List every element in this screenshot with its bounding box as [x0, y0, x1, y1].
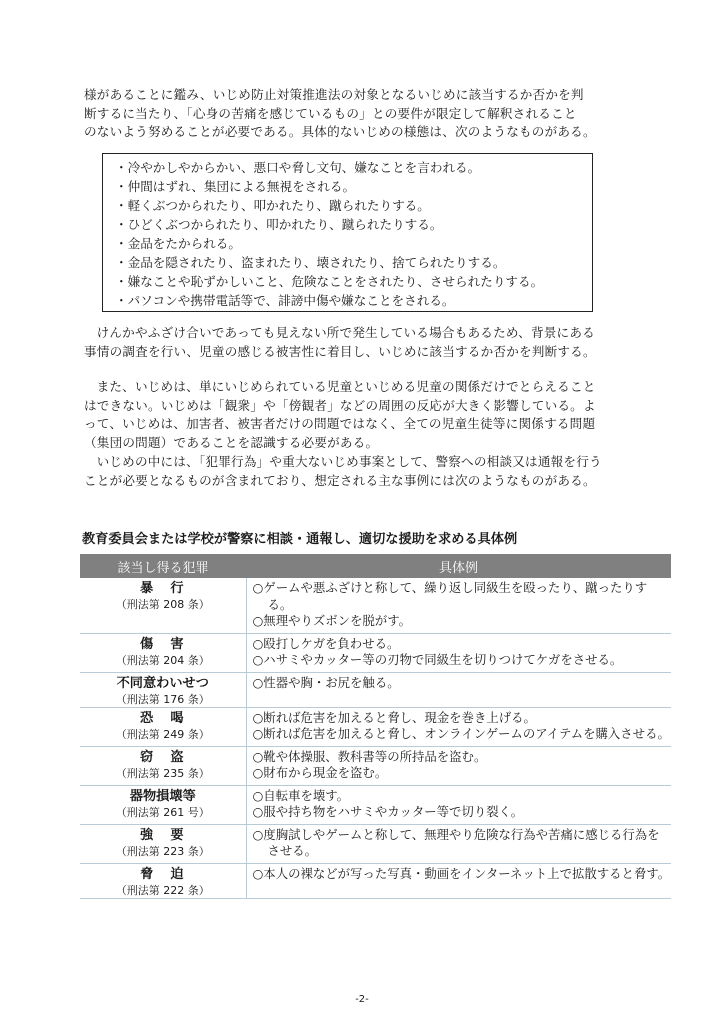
law-reference: （刑法第 223 条） — [115, 844, 210, 858]
examples-cell — [246, 672, 671, 707]
example-item: ○財布から現金を盗む。 — [252, 765, 388, 780]
examples-cell — [246, 785, 671, 824]
paragraph-police — [84, 453, 644, 490]
crime-name: 脅 迫 — [139, 866, 186, 882]
table-row — [80, 633, 671, 672]
crime-name: 傷 害 — [139, 636, 186, 652]
table-row — [80, 707, 671, 746]
table-row — [80, 863, 671, 898]
examples-cell — [246, 578, 671, 633]
crime-cell — [80, 672, 246, 707]
examples-cell — [246, 824, 671, 863]
examples-cell — [246, 633, 671, 672]
table-row — [80, 785, 671, 824]
law-reference: （刑法第 222 条） — [115, 883, 210, 897]
text-line: 様があることに鑑み、いじめ防止対策推進法の対象となるいじめに該当するか否かを判 — [84, 87, 584, 102]
text-line: 断するに当たり、「心身の苦痛を感じているもの」との要件が限定して解釈されること — [84, 105, 577, 121]
crime-cell — [80, 785, 246, 824]
example-item: ○殴打しケガを負わせる。 — [252, 635, 400, 651]
text-line: はできない。いじめは「観衆」や「傍観者」などの周囲の反応が大きく影響している。よ — [84, 397, 596, 413]
table-row — [80, 578, 671, 633]
crime-name: 窃 盗 — [139, 749, 186, 765]
examples-cell — [246, 746, 671, 785]
intro-paragraph — [84, 86, 644, 142]
law-reference: （刑法第 249 条） — [115, 727, 210, 741]
bullet-item: ・冷やかしやからかい、悪口や脅し文句、嫌なことを言われる。 — [115, 160, 481, 175]
crime-name: 暴 行 — [139, 581, 186, 596]
example-item: ○ハサミやカッター等の刃物で同級生を切りつけてケガをさせる。 — [252, 652, 623, 667]
example-item: ○性器や胸・お尻を触る。 — [252, 674, 400, 690]
paragraph-bystanders — [84, 378, 644, 452]
example-item: ○服や持ち物をハサミやカッター等で切り裂く。 — [252, 804, 524, 819]
table-row — [80, 746, 671, 785]
table-title: 教育委員会または学校が警察に相談・通報し、適切な援助を求める具体例 — [82, 532, 518, 547]
crime-name: 強 要 — [139, 827, 186, 843]
crime-name: 不同意わいせつ — [116, 675, 209, 691]
text-line: いじめの中には、「犯罪行為」や重大ないじめ事案として、警察への相談又は通報を行う — [96, 454, 602, 469]
example-item: ○自転車を壊す。 — [252, 787, 350, 803]
paragraph-background — [84, 324, 644, 361]
bullet-item: ・パソコンや携帯電話等で、誹謗中傷や嫌なことをされる。 — [115, 293, 455, 308]
crime-cell — [80, 824, 246, 863]
crime-examples-table — [80, 554, 671, 899]
example-item: ○ゲームや悪ふざけと称して、繰り返し同級生を殴ったり、蹴ったりする。 — [252, 580, 648, 612]
text-line: 事情の調査を行い、児童の感じる被害性に着目し、いじめに該当するか否かを判断する。 — [84, 343, 596, 359]
text-line: って、いじめは、加害者、被害者だけの問題ではなく、全ての児童生徒等に関係する問題 — [84, 416, 596, 431]
bullet-item: ・金品をたかられる。 — [115, 236, 241, 251]
bullying-examples-box — [102, 153, 593, 312]
example-item: ○靴や体操服、教科書等の所持品を盗む。 — [252, 748, 487, 764]
page-number: -2- — [355, 994, 369, 1005]
law-reference: （刑法第 204 条） — [115, 653, 210, 667]
table-row — [80, 824, 671, 863]
text-line: ことが必要となるものが含まれており、想定される主な事例には次のようなものがある。 — [84, 472, 596, 488]
crime-name: 器物損壊等 — [129, 788, 196, 804]
bullet-item: ・嫌なことや恥ずかしいこと、危険なことをされたり、させられたりする。 — [115, 274, 544, 289]
crime-cell — [80, 633, 246, 672]
crime-cell — [80, 863, 246, 898]
examples-cell — [246, 707, 671, 746]
text-line: のないよう努めることが必要である。具体的ないじめの様態は、次のようなものがある。 — [84, 124, 596, 139]
law-reference: （刑法第 235 条） — [115, 766, 210, 780]
example-item: ○度胸試しやゲームと称して、無理やり危険な行為や苦痛に感じる行為をさせる。 — [252, 826, 660, 858]
bullet-item: ・仲間はずれ、集団による無視をされる。 — [115, 179, 356, 194]
example-item: ○断れば危害を加えると脅し、オンラインゲームのアイテムを購入させる。 — [252, 726, 670, 741]
crime-cell — [80, 578, 246, 633]
bullet-item: ・軽くぶつかられたり、叩かれたり、蹴られたりする。 — [115, 198, 430, 213]
law-reference: （刑法第 208 条） — [115, 598, 210, 611]
table-header-row — [80, 554, 671, 578]
header-crime: 該当し得る犯罪 — [80, 554, 246, 578]
crime-cell — [80, 707, 246, 746]
text-line: けんかやふざけ合いであっても見えない所で発生している場合もあるため、背景にある — [96, 325, 595, 340]
crime-cell — [80, 746, 246, 785]
text-line: また、いじめは、単にいじめられている児童といじめる児童の関係だけでとらえること — [96, 379, 596, 394]
law-reference: （刑法第 261 号） — [115, 805, 210, 819]
header-examples: 具体例 — [246, 554, 671, 578]
example-item: ○無理やりズボンを脱がす。 — [252, 613, 412, 628]
examples-cell — [246, 863, 671, 898]
table-row — [80, 672, 671, 707]
bullet-item: ・ひどくぶつかられたり、叩かれたり、蹴られたりする。 — [115, 217, 443, 232]
example-item: ○本人の裸などが写った写真・動画をインターネット上で拡散すると脅す。 — [252, 865, 671, 881]
law-reference: （刑法第 176 条） — [115, 692, 210, 706]
crime-name: 恐 喝 — [139, 710, 186, 726]
example-item: ○断れば危害を加えると脅し、現金を巻き上げる。 — [252, 709, 536, 725]
bullet-item: ・金品を隠されたり、盗まれたり、壊されたり、捨てられたりする。 — [115, 255, 506, 270]
text-line: （集団の問題）であることを認識する必要がある。 — [84, 434, 379, 450]
